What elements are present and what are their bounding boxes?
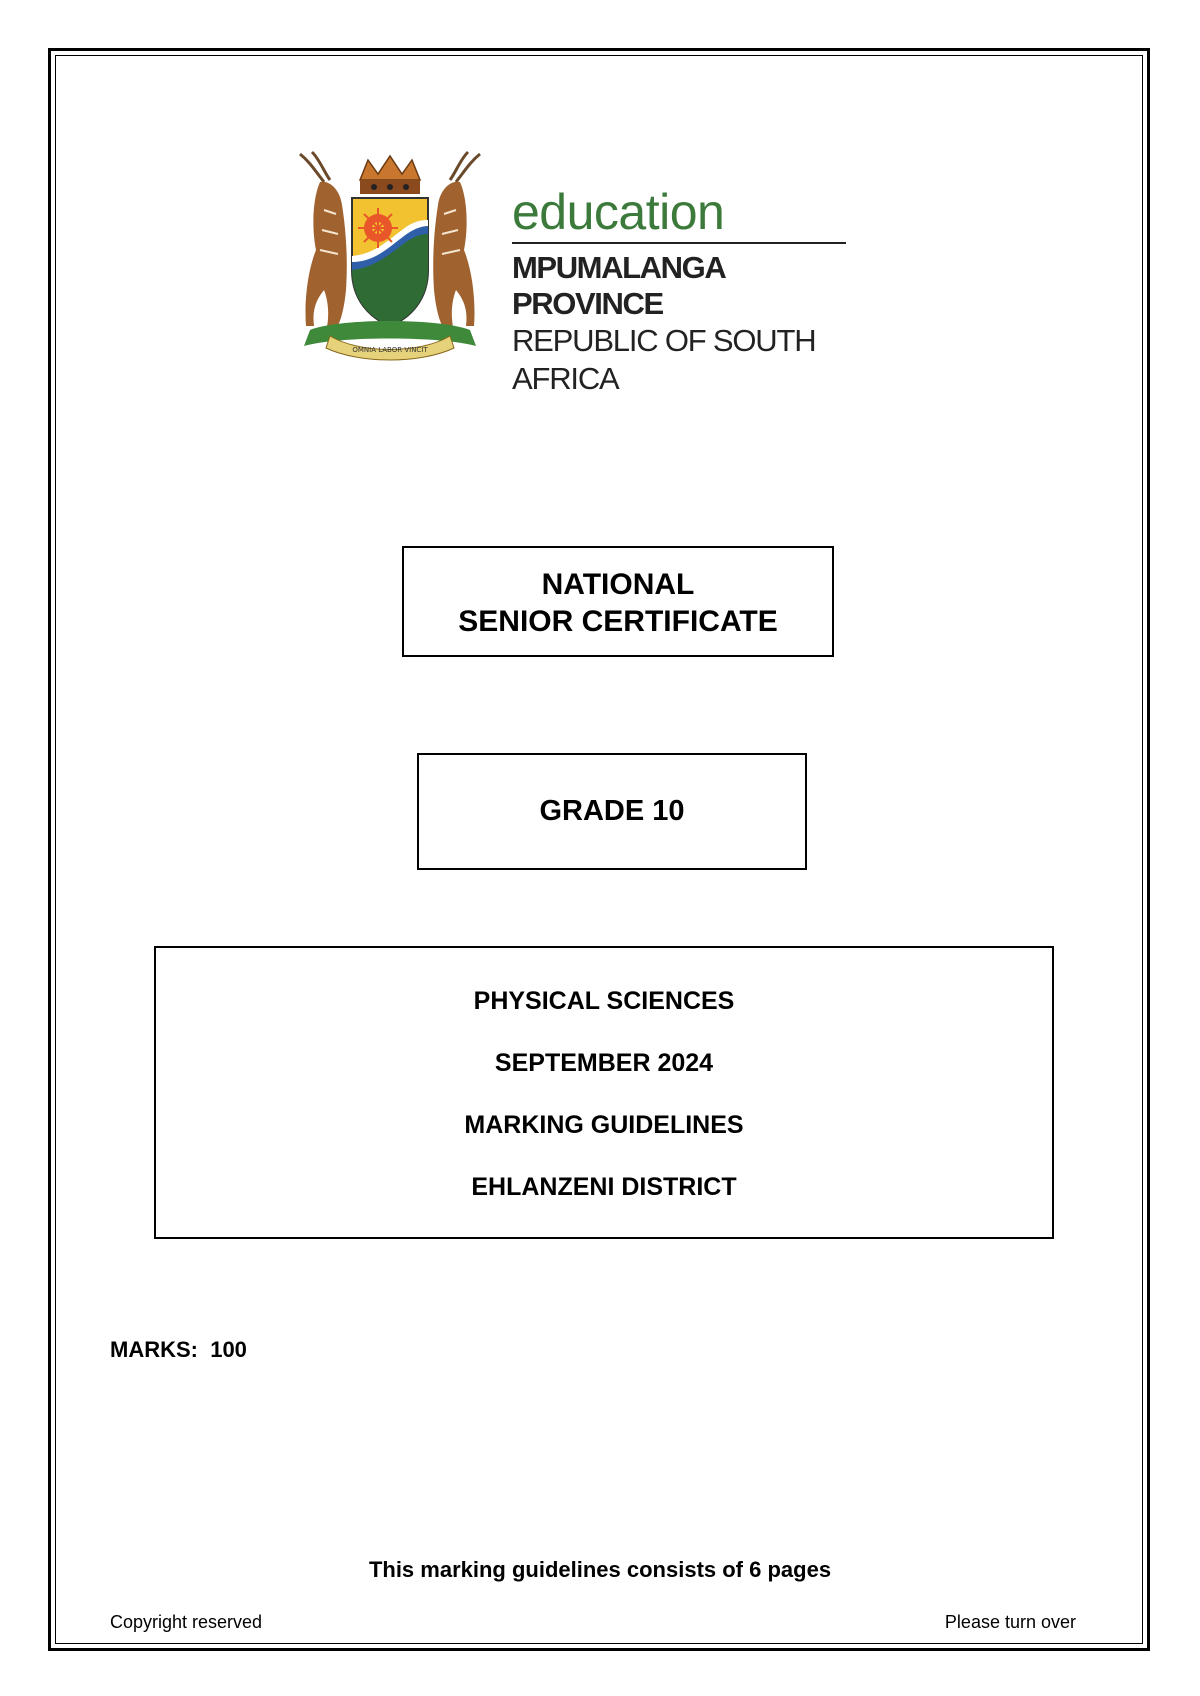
district-name: EHLANZENI DISTRICT <box>471 1173 737 1201</box>
country-name: REPUBLIC OF SOUTH AFRICA <box>512 323 816 396</box>
subject-name: PHYSICAL SCIENCES <box>473 987 735 1015</box>
total-marks: MARKS: 100 <box>110 1337 247 1362</box>
certificate-line-1: NATIONAL <box>541 568 695 601</box>
province-name: MPUMALANGA PROVINCE <box>512 250 725 321</box>
page-count-note: This marking guidelines consists of 6 pages <box>368 1557 832 1582</box>
brand-word: education <box>512 184 725 240</box>
motto-text: OMNIA LABOR VINCIT <box>352 346 428 354</box>
grade-label: GRADE 10 <box>539 795 685 827</box>
turn-over-note: Please turn over <box>944 1612 1076 1632</box>
exam-date: SEPTEMBER 2024 <box>494 1049 714 1077</box>
copyright-note: Copyright reserved <box>110 1612 263 1632</box>
document-type: MARKING GUIDELINES <box>464 1111 744 1139</box>
brand-divider <box>512 242 846 244</box>
certificate-box <box>402 546 834 657</box>
subject-box <box>154 946 1054 1239</box>
department-brand <box>512 186 852 398</box>
certificate-line-2: SENIOR CERTIFICATE <box>458 605 778 638</box>
coat-of-arms-logo <box>290 150 490 365</box>
grade-box <box>417 753 807 870</box>
